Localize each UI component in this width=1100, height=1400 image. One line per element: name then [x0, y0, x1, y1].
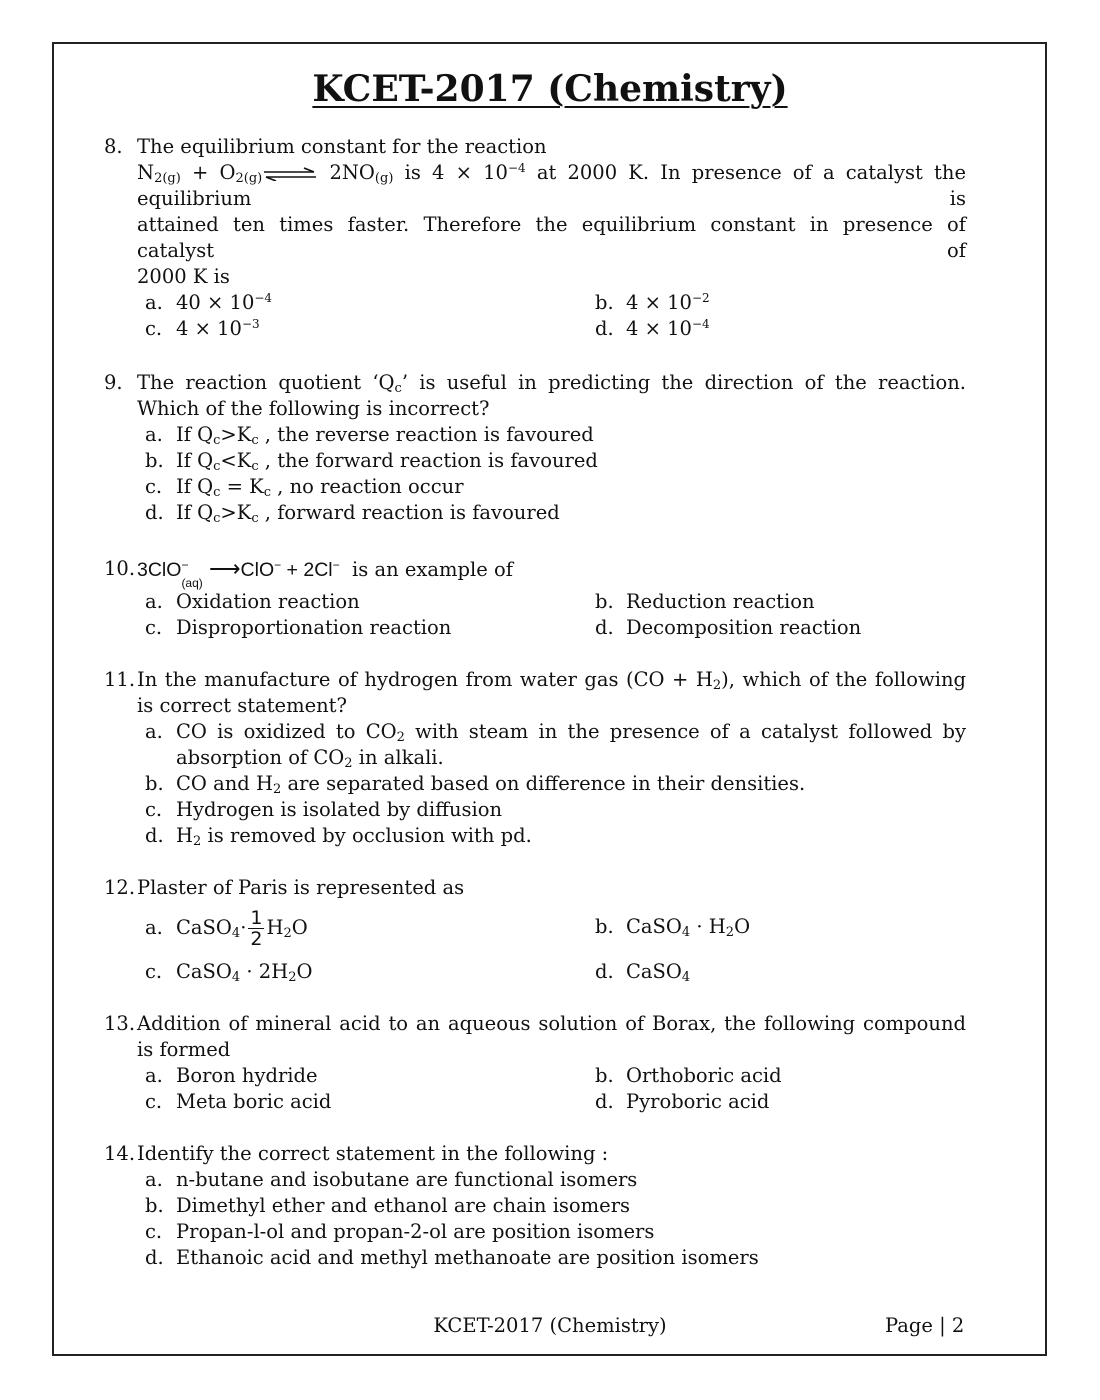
question-text: 3ClO − (aq) ⟶ClO− + 2Cl− is an example of	[137, 556, 513, 590]
question-text: Addition of mineral acid to an aqueous solution of Borax, the following compound is formed	[137, 1012, 966, 1061]
option-a[interactable]: a. n-butane and isobutane are functional isomers	[145, 1168, 638, 1191]
question-11	[104, 667, 966, 849]
option-b[interactable]: b. If $Q_c<K_c$ , the forward reaction is favoured	[145, 449, 598, 474]
option-b[interactable]: b. CO and $H_2$ are separated based on difference in their densities.	[145, 772, 806, 797]
question-8	[104, 134, 966, 342]
question-number: 13.	[104, 1012, 136, 1035]
question-number: 14.	[104, 1142, 136, 1165]
question-text: The equilibrium constant for the reaction	[137, 135, 547, 158]
option-d[interactable]: d. If $Q_c>K_c$ , forward reaction is favoured	[145, 501, 560, 526]
option-d[interactable]: d. Ethanoic acid and methyl methanoate are position isomers	[145, 1246, 759, 1269]
question-9	[104, 370, 966, 526]
question-number: 11.	[104, 668, 136, 691]
option-c[interactable]: c. Propan-l-ol and propan-2-ol are position isomers	[145, 1220, 655, 1243]
option-b[interactable]: b. Dimethyl ether and ethanol are chain isomers	[145, 1194, 631, 1217]
question-text: In the manufacture of hydrogen from water gas $(CO + H_2)$, which of the following is correct statement?	[137, 668, 966, 717]
option-a[interactable]: a. If $Q_c>K_c$ , the reverse reaction is favoured	[145, 423, 594, 448]
question-number: 10.	[104, 557, 136, 580]
option-c[interactable]: c. Meta boric acid	[145, 1090, 332, 1113]
question-number: 8.	[104, 135, 123, 158]
option-d[interactable]: d. Decomposition reaction	[595, 616, 862, 639]
question-text: attained ten times faster. Therefore the equilibrium constant in presence of catalyst of	[137, 213, 966, 262]
option-d[interactable]: d. Pyroboric acid	[595, 1090, 770, 1113]
options	[145, 422, 966, 526]
options	[145, 719, 966, 849]
question-text: The reaction quotient ‘$Q_c$’ is useful in predicting the direction of the reaction. Which of the following is incorrect?	[137, 371, 966, 420]
option-a[interactable]: a. CaSO$_4$· $\frac{1}{2}$ $H_2O$	[145, 907, 308, 950]
question-number: 12.	[104, 876, 136, 899]
question-text: 2000 K is	[137, 265, 230, 288]
page-title: KCET-2017 (Chemistry)	[312, 68, 788, 110]
option-a[interactable]: a. Boron hydride	[145, 1064, 318, 1087]
option-c[interactable]: c. Hydrogen is isolated by diffusion	[145, 798, 503, 821]
option-a[interactable]: a. Oxidation reaction	[145, 590, 360, 613]
option-a[interactable]: a. $40 \times 10^{-4}$	[145, 291, 273, 314]
option-b[interactable]: b. Orthoboric acid	[595, 1064, 782, 1087]
options	[145, 1167, 966, 1271]
question-number: 9.	[104, 371, 123, 394]
options	[145, 901, 966, 985]
option-a[interactable]: a. CO is oxidized to $CO_2$ with steam in the presence of a catalyst followed by absorption of $CO_2$ in alkali.	[145, 720, 966, 771]
reaction-line: $N_{2(g)} + O_{2(g)}$ $2NO_{(g)}$ is $4 \times 10^{-4}$ at 2000 K. In presence of a catalyst the equilibrium is	[137, 161, 966, 210]
options	[145, 1063, 966, 1115]
question-10	[104, 556, 966, 641]
option-b[interactable]: b. CaSO$_4$ · $H_2O$	[595, 915, 751, 940]
reaction-arrow-icon: ⟶	[208, 556, 241, 581]
question-12	[104, 875, 966, 985]
options	[145, 290, 966, 342]
footer-title: KCET-2017 (Chemistry)	[433, 1314, 667, 1337]
option-c[interactable]: c. CaSO$_4$ · $2H_2O$	[145, 960, 313, 985]
fraction: $\frac{1}{2}$	[250, 907, 263, 950]
option-d[interactable]: d. $H_2$ is removed by occlusion with pd.	[145, 824, 532, 849]
option-c[interactable]: c. If $Q_c = K_c$ , no reaction occur	[145, 475, 464, 500]
question-text: Plaster of Paris is represented as	[137, 876, 465, 899]
equilibrium-arrow-icon	[262, 167, 318, 181]
question-text: Identify the correct statement in the following :	[137, 1142, 609, 1165]
question-14	[104, 1141, 966, 1271]
option-b[interactable]: b. $4 \times 10^{-2}$	[595, 291, 710, 314]
option-b[interactable]: b. Reduction reaction	[595, 590, 815, 613]
question-13	[104, 1011, 966, 1115]
option-d[interactable]: d. CaSO$_4$	[595, 960, 691, 985]
options	[145, 589, 966, 641]
question-list	[104, 134, 966, 1271]
option-c[interactable]: c. Disproportionation reaction	[145, 616, 452, 639]
option-c[interactable]: c. $4 \times 10^{-3}$	[145, 317, 260, 340]
page-number: Page | 2	[885, 1314, 965, 1337]
option-d[interactable]: d. $4 \times 10^{-4}$	[595, 317, 710, 340]
